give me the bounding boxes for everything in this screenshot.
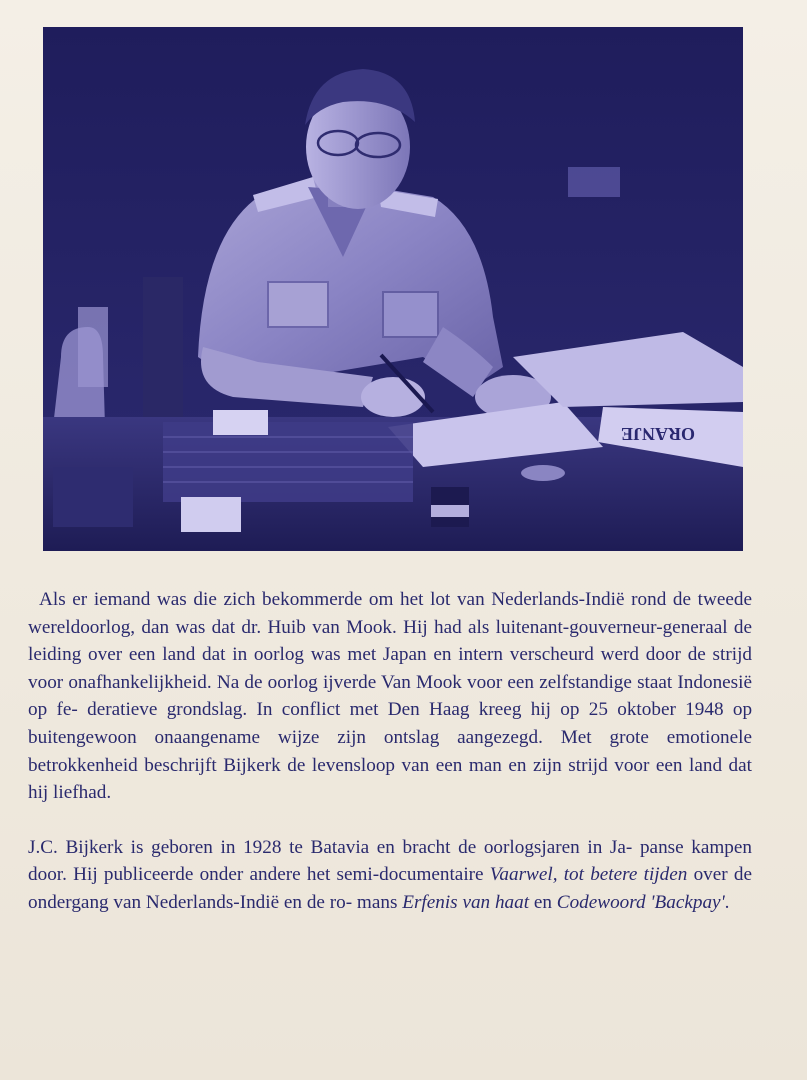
text-line: luitenant-gouverneur-generaal de leiding over een land dat in oorlog was	[28, 616, 752, 666]
text-line: mans	[356, 891, 403, 913]
book-title-codewoord: Codewoord 'Backpay'	[556, 891, 725, 913]
book-title-erfenis: Erfenis van haat	[402, 891, 530, 913]
portrait-photo	[43, 27, 743, 551]
text-line: Als er iemand was die zich bekommerde om het lot van Nederlands-Indië	[39, 589, 625, 610]
text-line: J.C. Bijkerk is geboren in 1928 te Batavia en bracht de oorlogsjaren in Ja-	[28, 836, 633, 858]
text-line: deratieve grondslag. In conflict met Den Haag kreeg hij op 25 oktober	[87, 699, 676, 721]
text-line: .	[724, 891, 730, 913]
paragraph-biography-van-mook	[28, 586, 752, 807]
text-line: Met grote emotionele betrokkenheid beschrijft Bijkerk de levensloop van	[28, 726, 752, 776]
book-title-vaarwel: Vaarwel, tot betere tijden	[489, 864, 688, 886]
text-line: en	[529, 891, 557, 913]
description-text	[28, 586, 752, 917]
text-line: rond de tweede wereldoorlog, dan was dat dr. Huib van Mook. Hij had als	[28, 589, 752, 638]
newspaper-text: ORANJE	[620, 424, 695, 444]
text-line: Na de oorlog ijverde Van Mook voor een zelfstandige staat Indonesië op fe-	[28, 671, 752, 721]
text-line: panse kampen door. Hij publiceerde onder andere het semi-documentaire	[28, 836, 753, 886]
paragraph-author-bio	[28, 834, 752, 917]
text-line: 1948 op buitengewoon onaangename wijze zijn ontslag aangezegd.	[28, 699, 753, 748]
text-line: met Japan en intern verscheurd werd door de strijd voor onafhankelijkheid.	[28, 644, 752, 693]
photo-illustration	[43, 27, 743, 551]
text-line: over de ondergang van Nederlands-Indië en de ro-	[28, 864, 752, 913]
text-line: een man en zijn strijd voor een land dat hij liefhad.	[28, 754, 753, 804]
